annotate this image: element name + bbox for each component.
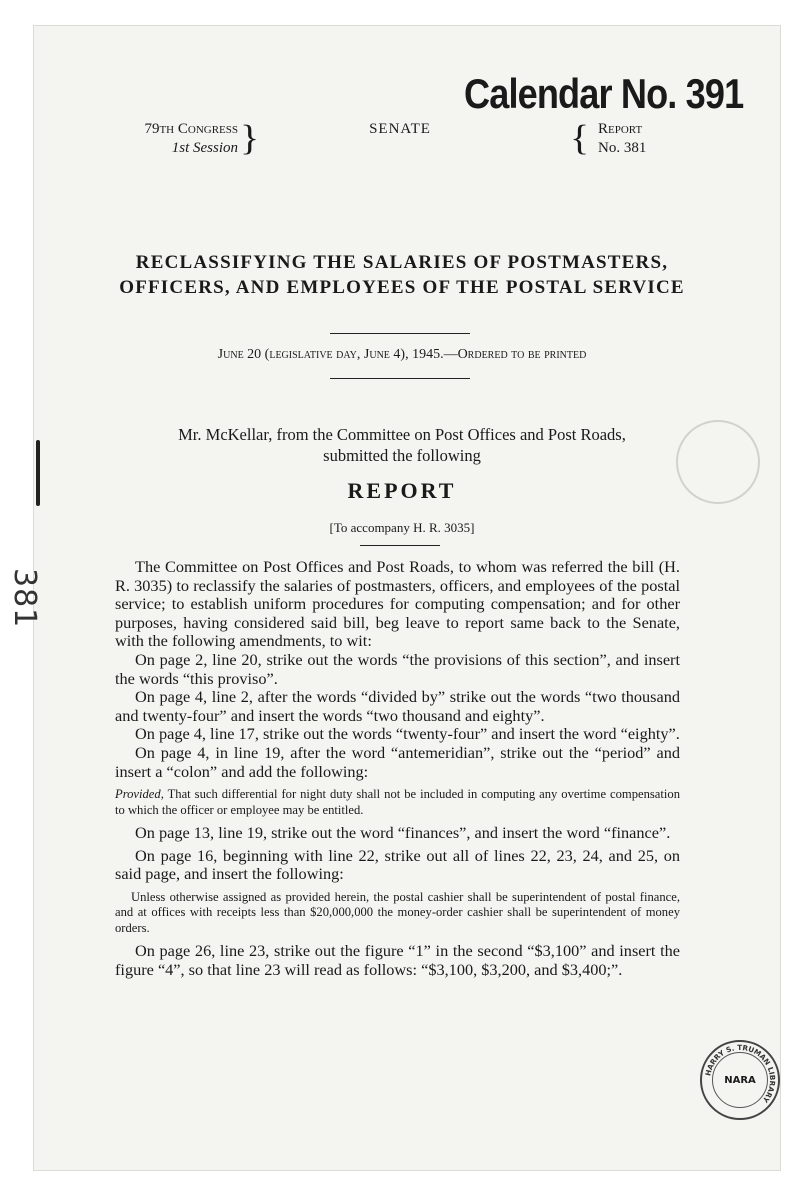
body-paragraph: On page 4, line 17, strike out the words “twenty-four” and insert the word “eighty”. bbox=[135, 724, 680, 744]
binding-mark bbox=[36, 440, 40, 506]
quoted-proviso bbox=[115, 787, 680, 818]
right-brace: { bbox=[570, 117, 590, 158]
report-heading: REPORT bbox=[347, 478, 457, 503]
body-paragraph: The Committee on Post Offices and Post Roads, to whom was referred the bill (H. R. 3035) to reclassify the salaries of postmasters, officers, and employees of the postal service; to establish uniform procedures for computing compensation; and for other purposes, having considered said bill, beg leave to report same back to the Senate, with the following amendments, to wit: bbox=[115, 557, 680, 651]
left-brace: } bbox=[240, 117, 260, 158]
title-rule bbox=[330, 333, 470, 334]
truman-library-stamp bbox=[700, 1040, 780, 1120]
body-paragraph: On page 16, beginning with line 22, strike out all of lines 22, 23, 24, and 25, on said page, and insert the following: bbox=[115, 845, 680, 884]
body-paragraph: On page 4, in line 19, after the word “antemeridian”, strike out the “period” and insert a “colon” and add the following: bbox=[115, 742, 680, 781]
report-body bbox=[115, 558, 680, 979]
body-paragraph: On page 4, line 2, after the words “divided by” strike out the words “two thousand and twenty-four” and insert the words “two thousand and eighty”. bbox=[115, 687, 680, 725]
stamp-ring-text bbox=[702, 1042, 778, 1118]
chamber-label: SENATE bbox=[369, 121, 431, 137]
title-line-1: RECLASSIFYING THE SALARIES OF POSTMASTERS, bbox=[135, 252, 669, 273]
report-number: No. 381 bbox=[598, 140, 647, 156]
stamp-center: NARA bbox=[712, 1052, 768, 1108]
submitted-line-1: Mr. McKellar, from the Committee on Post Offices and Post Roads, bbox=[178, 425, 626, 444]
report-number-block bbox=[598, 120, 688, 158]
stamp-ring-label: HARRY S. TRUMAN LIBRARY bbox=[703, 1042, 778, 1105]
proviso-text: That such differential for night duty shall not be included in computing any overtime compensation to which the officer or employee may be entitled. bbox=[115, 787, 680, 817]
submitted-by bbox=[112, 424, 692, 466]
congress-label: 79th Congress bbox=[144, 121, 238, 137]
title-line-2: OFFICERS, AND EMPLOYEES OF THE POSTAL SERVICE bbox=[119, 277, 685, 298]
body-paragraph: On page 13, line 19, strike out the word “finances”, and insert the word “finance”. bbox=[135, 822, 671, 842]
session-label: 1st Session bbox=[171, 140, 238, 156]
document-title bbox=[112, 250, 692, 300]
congress-session bbox=[118, 120, 238, 158]
calendar-number: Calendar No. 391 bbox=[464, 70, 744, 117]
quoted-insert: Unless otherwise assigned as provided herein, the postal cashier shall be superintendent of postal finance, and at offices with receipts less than $20,000,000 the money-order cashier shall be superintendent of money orders. bbox=[115, 889, 680, 935]
report-label: Report bbox=[598, 121, 643, 137]
body-paragraph: On page 26, line 23, strike out the figure “1” in the second “$3,100” and insert the figure “4”, so that line 23 will read as follows: “$3,100, $3,200, and $3,400;”. bbox=[115, 940, 680, 979]
handwritten-margin-note: 381 bbox=[7, 568, 42, 629]
body-paragraph: On page 2, line 20, strike out the words “the provisions of this section”, and insert the words “this proviso”. bbox=[115, 649, 680, 688]
proviso-italic: Provided, bbox=[115, 787, 164, 802]
submitted-line-2: submitted the following bbox=[323, 446, 481, 465]
ordered-rule bbox=[330, 378, 470, 379]
accompany-rule bbox=[360, 545, 440, 546]
svg-text:HARRY S. TRUMAN LIBRARY bbox=[703, 1043, 777, 1105]
accompany-note: [To accompany H. R. 3035] bbox=[329, 520, 475, 535]
ordered-printed-line: June 20 (legislative day, June 4), 1945.—Ordered to be printed bbox=[217, 347, 587, 362]
